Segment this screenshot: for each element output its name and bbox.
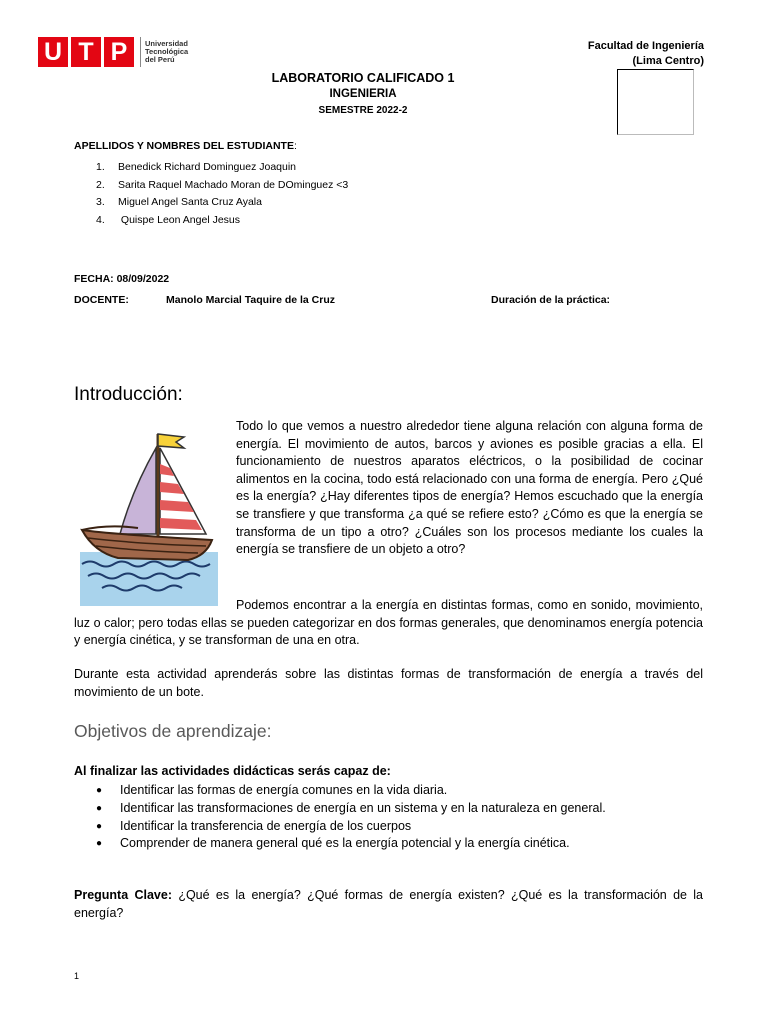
student-item — [96, 159, 348, 177]
student-number: 3. — [96, 196, 105, 208]
key-question — [74, 887, 703, 922]
teacher-label: DOCENTE: — [74, 294, 129, 306]
key-question-text: ¿Qué es la energía? ¿Qué formas de energía existen? ¿Qué es la transformación de la energía? — [74, 888, 704, 920]
student-number: 2. — [96, 178, 105, 191]
student-item — [96, 212, 348, 230]
logo-divider — [140, 37, 141, 67]
student-number: 1. — [96, 161, 105, 173]
student-name: Miguel Angel Santa Cruz Ayala — [118, 196, 262, 208]
logo-text-line-3: del Perú — [145, 55, 175, 64]
sailboat-illustration — [78, 430, 220, 606]
campus-name: (Lima Centro) — [632, 55, 704, 67]
intro-paragraph-1: Todo lo que vemos a nuestro alrededor tiene alguna relación con alguna forma de energía. El movimiento de autos, barcos y aviones es posible gracias a ella. El funcionamiento de nuestros aparatos eléctricos, o la posibilidad de cocinar alimentos en la cocina, todo está relacionado con una forma de energía. Pero ¿Qué es la energía? ¿Hay diferentes tipos de energía? Hemos escuchado que la energía se transfiere y que transforma ¿a qué se refiere esto? ¿Cómo es que la energía se transforma de un tipo a otro? ¿Cuáles son los procesos mediante los cuales la energía se transfiere de un objeto a otro? — [236, 419, 703, 557]
objective-item — [96, 818, 606, 836]
student-name: Benedick Richard Dominguez Joaquin — [118, 161, 297, 173]
objectives-heading: Objetivos de aprendizaje: — [74, 721, 272, 741]
objective-text: Identificar la transferencia de energía de los cuerpos — [120, 818, 412, 833]
key-question-label: Pregunta Clave: — [74, 888, 173, 902]
date: FECHA: 08/09/2022 — [74, 273, 170, 285]
objective-item — [96, 782, 606, 800]
students-label-text: APELLIDOS Y NOMBRES DEL ESTUDIANTE — [74, 140, 294, 152]
semester: SEMESTRE 2022-2 — [318, 105, 408, 116]
students-label-colon: : — [293, 140, 297, 152]
objective-item — [96, 835, 606, 853]
objective-text: Identificar las formas de energía comunes en la vida diaria. — [120, 783, 448, 797]
objective-text: Identificar las transformaciones de energía en un sistema y en la naturaleza en general. — [120, 800, 606, 815]
intro-heading: Introducción: — [74, 384, 183, 405]
intro-paragraph-3: Durante esta actividad aprenderás sobre las distintas formas de transformación de energía a través del movimiento de un bote. — [74, 667, 703, 699]
students-label — [74, 140, 297, 152]
document-subtitle: INGENIERIA — [329, 88, 397, 100]
student-number: 4. — [96, 213, 105, 226]
student-item — [96, 177, 348, 195]
students-list — [96, 159, 348, 229]
objective-text: Comprender de manera general qué es la energía potencial y la energía cinética. — [120, 836, 570, 851]
logo-letter-p: P — [104, 37, 134, 67]
bullet-icon: ● — [96, 802, 103, 814]
faculty-block — [588, 39, 704, 69]
bullet-icon: ● — [96, 820, 103, 832]
objectives-list — [96, 782, 606, 853]
logo-text-line-1: Universidad — [145, 39, 188, 48]
student-name: Sarita Raquel Machado Moran de DOminguez <3 — [118, 178, 349, 191]
utp-logo — [38, 36, 188, 68]
student-item — [96, 194, 348, 212]
page-number: 1 — [74, 971, 80, 981]
objective-item — [96, 800, 606, 818]
logo-text-line-2: Tecnológica — [145, 47, 189, 56]
logo-letter-t: T — [71, 37, 101, 67]
duration-label: Duración de la práctica: — [491, 294, 611, 306]
logo-text — [145, 40, 188, 64]
objectives-lead: Al finalizar las actividades didácticas serás capaz de: — [74, 764, 391, 778]
student-name: Quispe Leon Angel Jesus — [118, 213, 241, 226]
bullet-icon: ● — [96, 838, 103, 850]
teacher-name: Manolo Marcial Taquire de la Cruz — [166, 294, 336, 306]
intro-paragraph-2: Podemos encontrar a la energía en distintas formas, como en sonido, movimiento, luz o calor; pero todas ellas se pueden categorizar en dos formas generales, que denominamos energía potencia y energía cinética, y se transforman de una en otra. — [74, 598, 703, 648]
document-title: LABORATORIO CALIFICADO 1 — [271, 71, 455, 85]
logo-letter-u: U — [38, 37, 68, 67]
faculty-name: Facultad de Ingeniería — [587, 40, 704, 52]
bullet-icon: ● — [96, 785, 103, 796]
